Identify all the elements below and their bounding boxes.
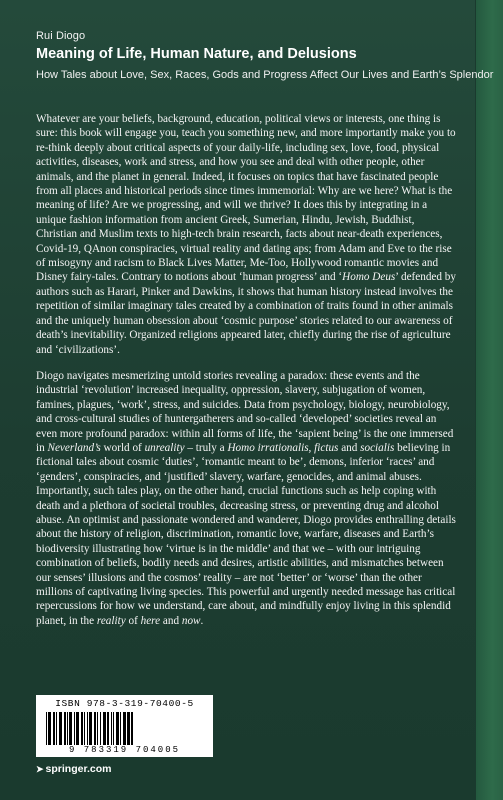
- text-run: Whatever are your beliefs, background, education, political views or interests, one thing is sure: this book will engage you, teach you something new, and more importantly make you to re-think deeply about critical aspects of your daily-life, including sex, love, food, physical activities, diseases, work and stress, and how you see and deal with other people, other animals, and the planet in general. Indeed, it focuses on topics that have fascinated people from all places and historical periods since times immemorial: Why are we here? What is the meaning of life? Are we progressing, and will we thrive? It does this by integrating in a unique fashion information from ancient Greek, Sumerian, Hindu, Jewish, Buddhist, Christian and Muslim texts to high-tech brain research, facts about near-death experiences, Covid-19, QAnon conspiracies, virtual reality and dating aps; from Adam and Eve to the rise of misogyny and racism to Black Lives Matter, Me-Too, Hollywood romantic movies and Disney fairy-tales. Contrary to notions about ‘human progress’ and ‘: [36, 113, 456, 284]
- isbn-barcode-box: [36, 695, 213, 757]
- text-run: – truly a: [184, 441, 228, 454]
- italic-text: socialis: [360, 441, 395, 454]
- text-run: .: [200, 614, 204, 627]
- italic-text: here: [140, 614, 161, 627]
- text-run: Diogo navigates mesmerizing untold stories revealing a paradox: these events and the industrial ‘revolution’ increased inequality, oppression, slavery, subjugation of women, famines, plagues, ‘work’, stress, and suicides. Data from psychology, biology, neurobiology, and cross-cultural studies of huntergatherers and so-called ‘developed’ societies reveal an even more profound paradox: within all forms of life, the ‘sapient being’ is the one immersed in: [36, 369, 454, 454]
- text-run: world of: [100, 441, 145, 454]
- arrow-icon: ➤: [36, 764, 44, 774]
- publisher-link[interactable]: [36, 763, 112, 775]
- book-subtitle: How Tales about Love, Sex, Races, Gods and Progress Affect Our Lives and Earth’s Splendor: [36, 69, 494, 81]
- text-run: ’ defended by authors such as Harari, Pinker and Dawkins, it shows that human history instead involves the repetition of similar imaginary tales created by a combination of traits found in other animals and the uniquely human obsession about ‘cosmic purpose’ stories related to our awareness of death’s inevitability. Organized religions appeared later, chiefly during the rise of agriculture and ‘civilizations’.: [36, 271, 456, 356]
- author-name: Rui Diogo: [36, 30, 86, 42]
- text-run: and: [160, 614, 182, 627]
- blurb-text: [36, 112, 457, 640]
- text-run: believing in fictional tales about cosmic ‘duties’, ‘romantic meant to be’, demons, inferior ‘races’ and ‘genders’, conspiracies, and ‘justified’ slavery, warfare, genocides, and animal abuses. Importantly, such tales play, on the other hand, crucial functions such as help coping with death and a plethora of societal troubles, decreasing stress, or preventing drug and alcohol abuse. An optimist and passionate wondered and wanderer, Diogo provides enthralling details about the history of religion, discrimination, romantic love, warfare, diseases and Earth’s biodiversity illustrating how ‘virtue is in the middle’ and that we – with our intriguing combination of beliefs, bodily needs and desires, artistic abilities, and mismatches between our senses’ illusions and the cosmos’ reality – are not ‘better’ or ‘worse’ than the other millions of captivating living species. This powerful and urgently needed message has critical repercussions for how we understand, care about, and mindfully enjoy living in this splendid planet, in the: [36, 441, 456, 627]
- italic-text: Homo irrationalis, fictus: [227, 441, 339, 454]
- italic-text: Neverland’s: [47, 441, 101, 454]
- blurb-paragraph-2: [36, 369, 457, 628]
- text-run: of: [125, 614, 141, 627]
- text-run: and: [338, 441, 361, 454]
- italic-text: Homo Deus: [342, 271, 396, 284]
- publisher-link-label: springer.com: [45, 763, 112, 775]
- italic-text: unreality: [144, 441, 185, 454]
- book-title: Meaning of Life, Human Nature, and Delusions: [36, 46, 357, 62]
- italic-text: reality: [96, 614, 126, 627]
- cover-color-band: [475, 0, 503, 800]
- barcode-image: [44, 712, 205, 745]
- blurb-paragraph-1: [36, 112, 457, 357]
- italic-text: now: [181, 614, 201, 627]
- barcode-digits: 9 783319 704005: [68, 745, 180, 755]
- isbn-label: ISBN 978-3-319-70400-5: [55, 698, 194, 709]
